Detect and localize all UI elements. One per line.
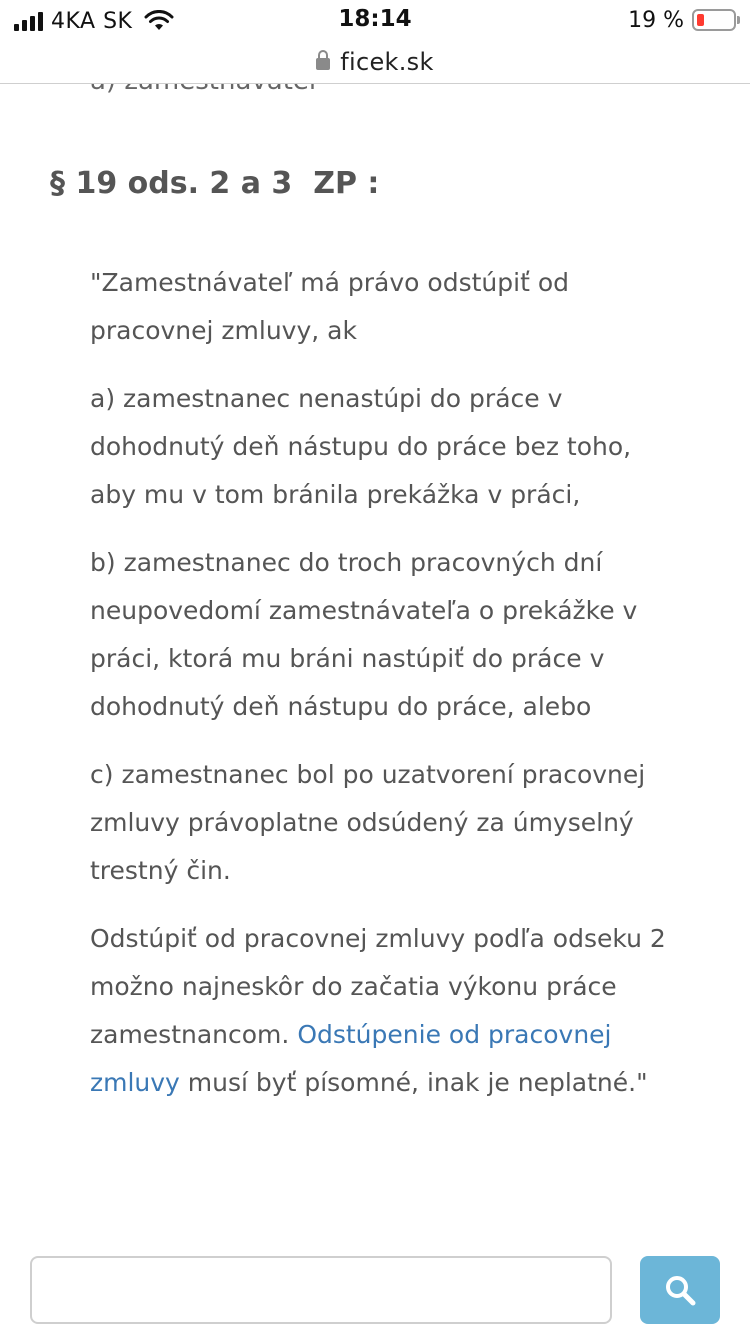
quote-closing [90,915,670,1107]
closing-text-before-link: Odstúpiť od pracovnej zmluvy podľa odseku 2 možno najneskôr do začatia výkonu práce zamestnancom. [90,924,666,1049]
url-domain[interactable]: ficek.sk [340,47,434,76]
status-right [628,7,736,33]
quote-item-c: c) zamestnanec bol po uzatvorení pracovnej zmluvy právoplatne odsúdený za úmyselný trestný čin. [90,760,646,885]
odstupenie-link[interactable]: Odstúpenie od pracovnej zmluvy [90,1020,612,1097]
search-button[interactable] [640,1256,720,1324]
quote-intro: "Zamestnávateľ má právo odstúpiť od pracovnej zmluvy, ak [90,268,569,345]
battery-percent: 19 % [628,7,684,33]
law-quote [90,259,670,1127]
quote-item-a: a) zamestnanec nenastúpi do práce v dohodnutý deň nástupu do práce bez toho, aby mu v tom bránila prekážka v práci, [90,384,632,509]
address-bar[interactable] [0,40,750,84]
lock-icon [316,56,330,72]
clock: 18:14 [338,6,412,32]
battery-level-fill [697,14,704,26]
carrier-name: 4KA SK [51,8,133,34]
search-bar [0,1240,750,1334]
status-bar [0,0,750,40]
search-input[interactable] [30,1256,612,1324]
section-heading: § 19 ods. 2 a 3 ZP : [50,166,380,201]
battery-icon [692,9,736,31]
closing-text-after-link: musí byť písomné, inak je neplatné." [179,1068,648,1097]
quote-item-b: b) zamestnanec do troch pracovných dní neupovedomí zamestnávateľa o prekážke v práci, ktorá mu bráni nastúpiť do práce v dohodnutý deň nástupu do práce, alebo [90,548,638,721]
search-icon [663,1273,697,1307]
